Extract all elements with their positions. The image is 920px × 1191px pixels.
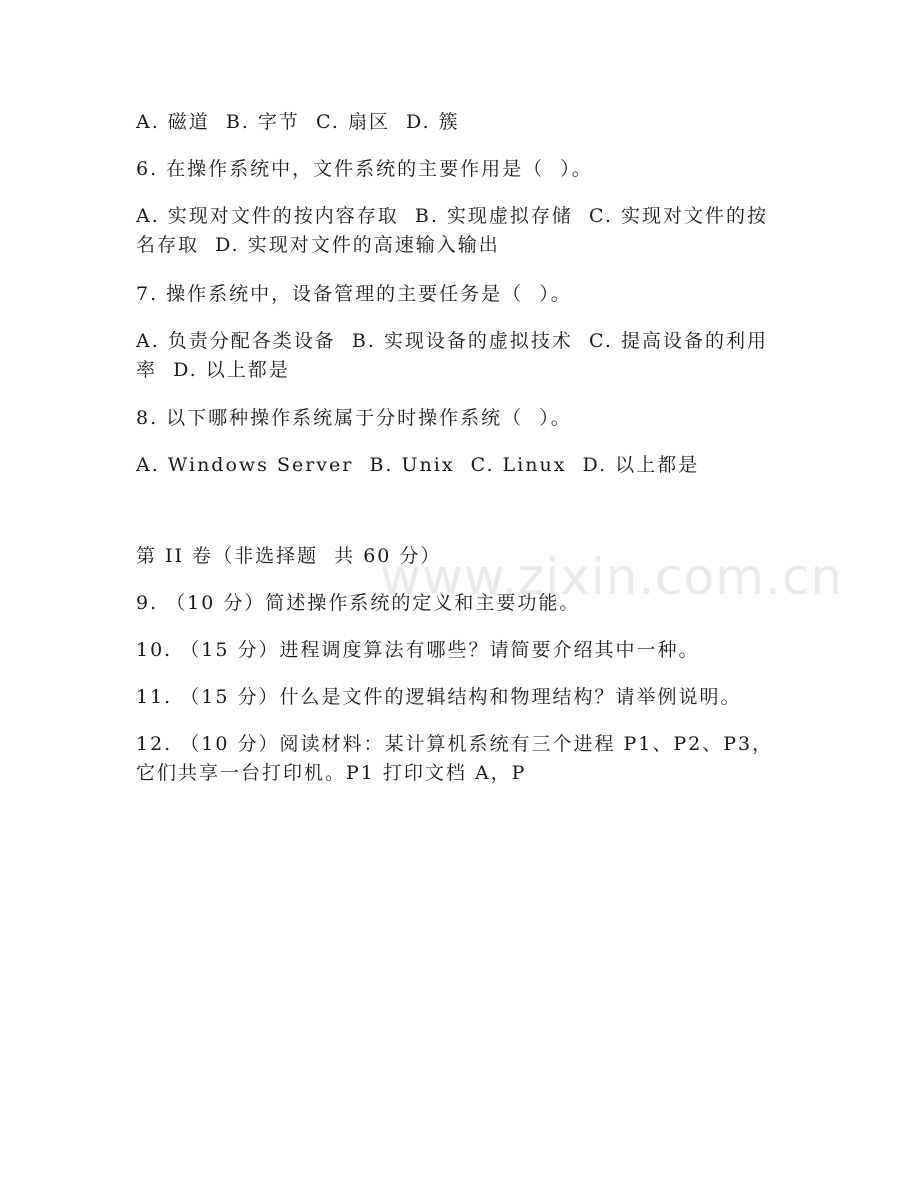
q9-stem: 9. （10 分）简述操作系统的定义和主要功能。: [136, 592, 581, 614]
q7-stem: 7. 操作系统中，设备管理的主要任务是（ ）。: [136, 283, 572, 305]
section-heading: 第 II 卷（非选择题 共 60 分）: [136, 545, 442, 567]
q8-options: A. Windows Server B. Unix C. Linux D. 以上都是: [136, 454, 700, 476]
q10-stem: 10. （15 分）进程调度算法有哪些？请简要介绍其中一种。: [136, 639, 700, 661]
q7-options: A. 负责分配各类设备 B. 实现设备的虚拟技术 C. 提高设备的利用率 D. 以上都是: [136, 330, 768, 381]
q11-stem: 11. （15 分）什么是文件的逻辑结构和物理结构？请举例说明。: [136, 686, 742, 708]
q5-options: A. 磁道 B. 字节 C. 扇区 D. 簇: [136, 111, 460, 133]
q6-options: A. 实现对文件的按内容存取 B. 实现虚拟存储 C. 实现对文件的按名存取 D. 实现对文件的高速输入输出: [136, 205, 768, 256]
q8-stem: 8. 以下哪种操作系统属于分时操作系统（ ）。: [136, 407, 572, 429]
q6-stem: 6. 在操作系统中，文件系统的主要作用是（ ）。: [136, 158, 593, 180]
q12-stem: 12. （10 分）阅读材料：某计算机系统有三个进程 P1、P2、P3，它们共享一台打印机。P1 打印文档 A，P: [136, 733, 774, 784]
watermark: www.zixin.com.cn: [380, 548, 844, 606]
